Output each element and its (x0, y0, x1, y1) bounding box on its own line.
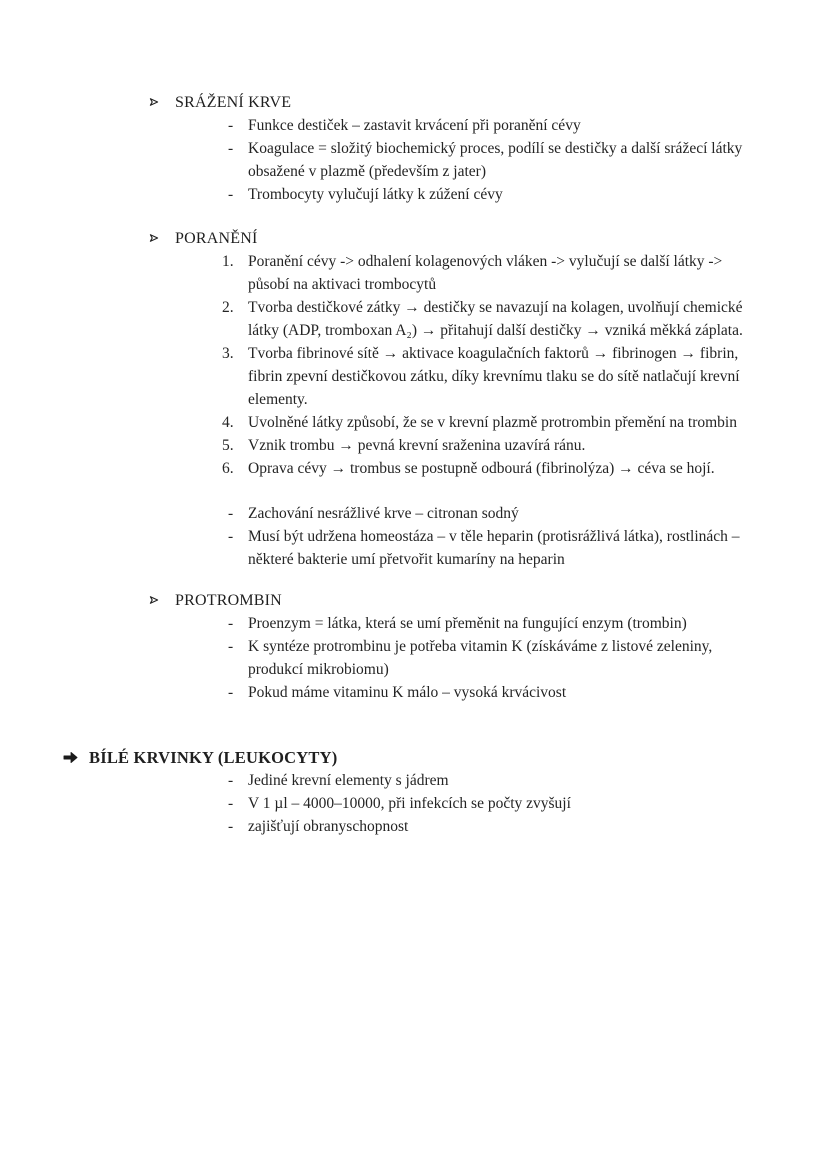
list-item (222, 114, 828, 137)
number-bullet: 5. (222, 437, 234, 454)
section-3 (0, 746, 828, 838)
list-item-text: Funkce destiček – zastavit krvácení při poranění cévy (248, 117, 581, 134)
section-title: PORANĚNÍ (175, 230, 258, 247)
list-item (222, 342, 828, 411)
section-title: PROTROMBIN (175, 592, 282, 609)
list-item (222, 815, 828, 838)
dash-bullet: - (228, 615, 234, 632)
dash-bullet: - (228, 528, 234, 545)
arrowhead-right-icon (148, 96, 175, 108)
section-items (0, 250, 828, 571)
list-item (222, 792, 828, 815)
number-bullet: 4. (222, 414, 234, 431)
list-item (222, 612, 828, 635)
list-item (222, 635, 828, 681)
dash-bullet: - (228, 505, 234, 522)
list-item (222, 250, 828, 296)
list-item-text: Poranění cévy -> odhalení kolagenových vláken -> vylučují se další látky -> působí na aktivaci trombocytů (248, 253, 723, 293)
section-items (0, 769, 828, 838)
list-item (222, 411, 828, 434)
list-item (222, 137, 828, 183)
list-item (222, 296, 828, 342)
section-heading (148, 91, 828, 114)
list-item-text: Uvolněné látky způsobí, že se v krevní plazmě protrombin přemění na trombin (248, 414, 737, 431)
heavy-arrow-right-icon (63, 751, 89, 764)
number-bullet: 2. (222, 299, 234, 316)
arrowhead-right-icon (148, 594, 175, 606)
dash-bullet: - (228, 117, 234, 134)
list-item-text: Zachování nesrážlivé krve – citronan sodný (248, 505, 519, 522)
section-1 (0, 227, 828, 571)
number-bullet: 1. (222, 253, 234, 270)
dash-bullet: - (228, 186, 234, 203)
list-item (222, 502, 828, 525)
dash-bullet: - (228, 818, 234, 835)
section-items (0, 612, 828, 704)
list-item-text: Trombocyty vylučují látky k zúžení cévy (248, 186, 503, 203)
section-title: BÍLÉ KRVINKY (LEUKOCYTY) (89, 748, 338, 767)
list-item-text: K syntéze protrombinu je potřeba vitamin K (získáváme z listové zeleniny, produkcí mikrobiomu) (248, 638, 713, 678)
arrowhead-right-icon (148, 232, 175, 244)
list-spacer (0, 480, 828, 502)
list-item (222, 434, 828, 457)
dash-bullet: - (228, 772, 234, 789)
list-item-text: Pokud máme vitaminu K málo – vysoká krvácivost (248, 684, 567, 701)
section-heading (63, 746, 828, 769)
list-item (222, 183, 828, 206)
list-item-text: V 1 µl – 4000–10000, při infekcích se počty zvyšují (248, 795, 571, 812)
list-item-text: Koagulace = složitý biochemický proces, podílí se destičky a další srážecí látky obsažené v plazmě (především z jater) (248, 140, 743, 180)
list-item-text: Proenzym = látka, která se umí přeměnit na fungující enzym (trombin) (248, 615, 687, 632)
dash-bullet: - (228, 795, 234, 812)
section-title: SRÁŽENÍ KRVE (175, 94, 292, 111)
section-2 (0, 589, 828, 704)
section-items (0, 114, 828, 206)
list-item-text: Tvorba fibrinové sítě → aktivace koagulačních faktorů → fibrinogen → fibrin, fibrin zpevní destičkovou zátku, díky krevnímu tlaku se do sítě natlačují krevní elementy. (248, 345, 740, 408)
list-item (222, 769, 828, 792)
dash-bullet: - (228, 140, 234, 157)
number-bullet: 6. (222, 460, 234, 477)
list-item (222, 457, 828, 480)
list-item-text: Musí být udržena homeostáza – v těle heparin (protisrážlivá látka), rostlinách – některé bakterie umí přetvořit kumaríny na heparin (248, 528, 740, 568)
list-item-text: zajišťují obranyschopnost (248, 818, 409, 835)
section-0 (0, 91, 828, 206)
list-item (222, 525, 828, 571)
document-content (0, 91, 828, 838)
list-item-text: Vznik trombu → pevná krevní sraženina uzavírá ránu. (248, 437, 586, 454)
section-heading (148, 589, 828, 612)
list-item-text: Jediné krevní elementy s jádrem (248, 772, 449, 789)
list-item-text: Oprava cévy → trombus se postupně odbourá (fibrinolýza) → céva se hojí. (248, 460, 715, 477)
dash-bullet: - (228, 638, 234, 655)
number-bullet: 3. (222, 345, 234, 362)
list-item-text: Tvorba destičkové zátky → destičky se navazují na kolagen, uvolňují chemické látky (ADP, tromboxan A₂) → přitahují další destičky → vzniká měkká záplata. (248, 299, 743, 339)
dash-bullet: - (228, 684, 234, 701)
list-item (222, 681, 828, 704)
section-heading (148, 227, 828, 250)
